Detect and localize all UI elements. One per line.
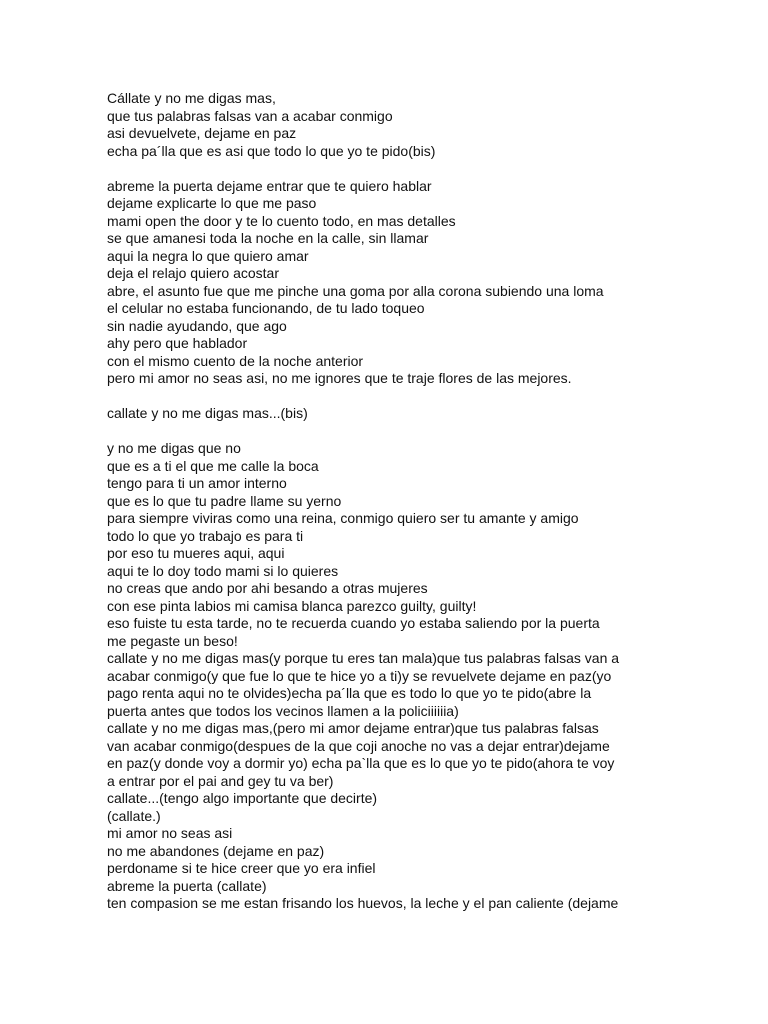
lyric-line: abreme la puerta dejame entrar que te quiero hablar: [107, 177, 432, 194]
lyric-line: con ese pinta labios mi camisa blanca parezco guilty, guilty!: [107, 597, 477, 614]
stanza-4: [107, 440, 707, 913]
lyric-line: que tus palabras falsas van a acabar conmigo: [107, 107, 393, 124]
lyric-line: ahy pero que hablador: [107, 335, 248, 351]
lyric-line: Cállate y no me digas mas,: [107, 90, 276, 106]
lyric-line: para siempre viviras como una reina, conmigo quiero ser tu amante y amigo: [107, 510, 579, 526]
lyric-line: perdoname si te hice creer que yo era infiel: [107, 860, 376, 876]
lyric-line: por eso tu mueres aqui, aqui: [107, 545, 285, 561]
stanza-3: [107, 405, 707, 423]
lyric-line: no creas que ando por ahi besando a otras mujeres: [107, 580, 428, 596]
lyric-line: sin nadie ayudando, que ago: [107, 317, 287, 334]
lyric-line: aqui la negra lo que quiero amar: [107, 247, 309, 264]
stanza-2: [107, 178, 707, 388]
lyric-line: con el mismo cuento de la noche anterior: [107, 352, 364, 369]
stanza-1: [107, 90, 707, 160]
lyric-line: callate y no me digas mas(y porque tu eres tan mala)que tus palabras falsas van a: [107, 650, 620, 666]
lyric-line: dejame explicarte lo que me paso: [107, 195, 317, 211]
lyric-line: ten compasion se me estan frisando los huevos, la leche y el pan caliente (dejame: [107, 895, 619, 911]
lyric-line: pero mi amor no seas asi, no me ignores que te traje flores de las mejores.: [107, 370, 572, 386]
stanza-gap: [107, 388, 707, 406]
lyric-line: abreme la puerta (callate): [107, 877, 267, 894]
lyric-line: se que amanesi toda la noche en la calle, sin llamar: [107, 230, 429, 246]
lyric-line: mami open the door y te lo cuento todo, en mas detalles: [107, 212, 456, 229]
lyric-line: eso fuiste tu esta tarde, no te recuerda cuando yo estaba saliendo por la puerta: [107, 615, 600, 631]
lyric-line: callate y no me digas mas...(bis): [107, 405, 308, 421]
lyric-line: mi amor no seas asi: [107, 825, 233, 841]
lyric-line: asi devuelvete, dejame en paz: [107, 125, 297, 141]
lyric-line: no me abandones (dejame en paz): [107, 842, 325, 859]
lyric-line: a entrar por el pai and gey tu va ber): [107, 772, 334, 789]
lyric-line: echa pa´lla que es asi que todo lo que yo te pido(bis): [107, 142, 436, 159]
lyric-line: todo lo que yo trabajo es para ti: [107, 527, 304, 544]
lyric-line: acabar conmigo(y que fue lo que te hice yo a ti)y se revuelvete dejame en paz(yo: [107, 667, 612, 684]
lyric-line: tengo para ti un amor interno: [107, 475, 287, 491]
lyric-line: pago renta aqui no te olvides)echa pa´lla que es todo lo que yo te pido(abre la: [107, 685, 592, 701]
lyric-line: aqui te lo doy todo mami si lo quieres: [107, 562, 339, 579]
lyric-line: van acabar conmigo(despues de la que coji anoche no vas a dejar entrar)dejame: [107, 737, 610, 754]
lyric-line: el celular no estaba funcionando, de tu lado toqueo: [107, 300, 425, 316]
lyric-line: deja el relajo quiero acostar: [107, 265, 279, 281]
lyric-line: abre, el asunto fue que me pinche una goma por alla corona subiendo una loma: [107, 282, 604, 299]
lyric-line: que es a ti el que me calle la boca: [107, 457, 319, 474]
stanza-gap: [107, 423, 707, 441]
lyric-line: que es lo que tu padre llame su yerno: [107, 492, 342, 509]
lyric-line: callate...(tengo algo importante que decirte): [107, 790, 378, 806]
lyrics-document: [107, 90, 707, 913]
lyric-line: en paz(y donde voy a dormir yo) echa pa`lla que es lo que yo te pido(ahora te voy: [107, 755, 615, 771]
lyric-line: puerta antes que todos los vecinos llamen a la policiiiiiia): [107, 702, 459, 719]
lyric-line: me pegaste un beso!: [107, 632, 238, 649]
lyric-line: (callate.): [107, 807, 161, 824]
lyric-line: y no me digas que no: [107, 440, 241, 456]
lyric-line: callate y no me digas mas,(pero mi amor dejame entrar)que tus palabras falsas: [107, 720, 599, 736]
stanza-gap: [107, 160, 707, 178]
